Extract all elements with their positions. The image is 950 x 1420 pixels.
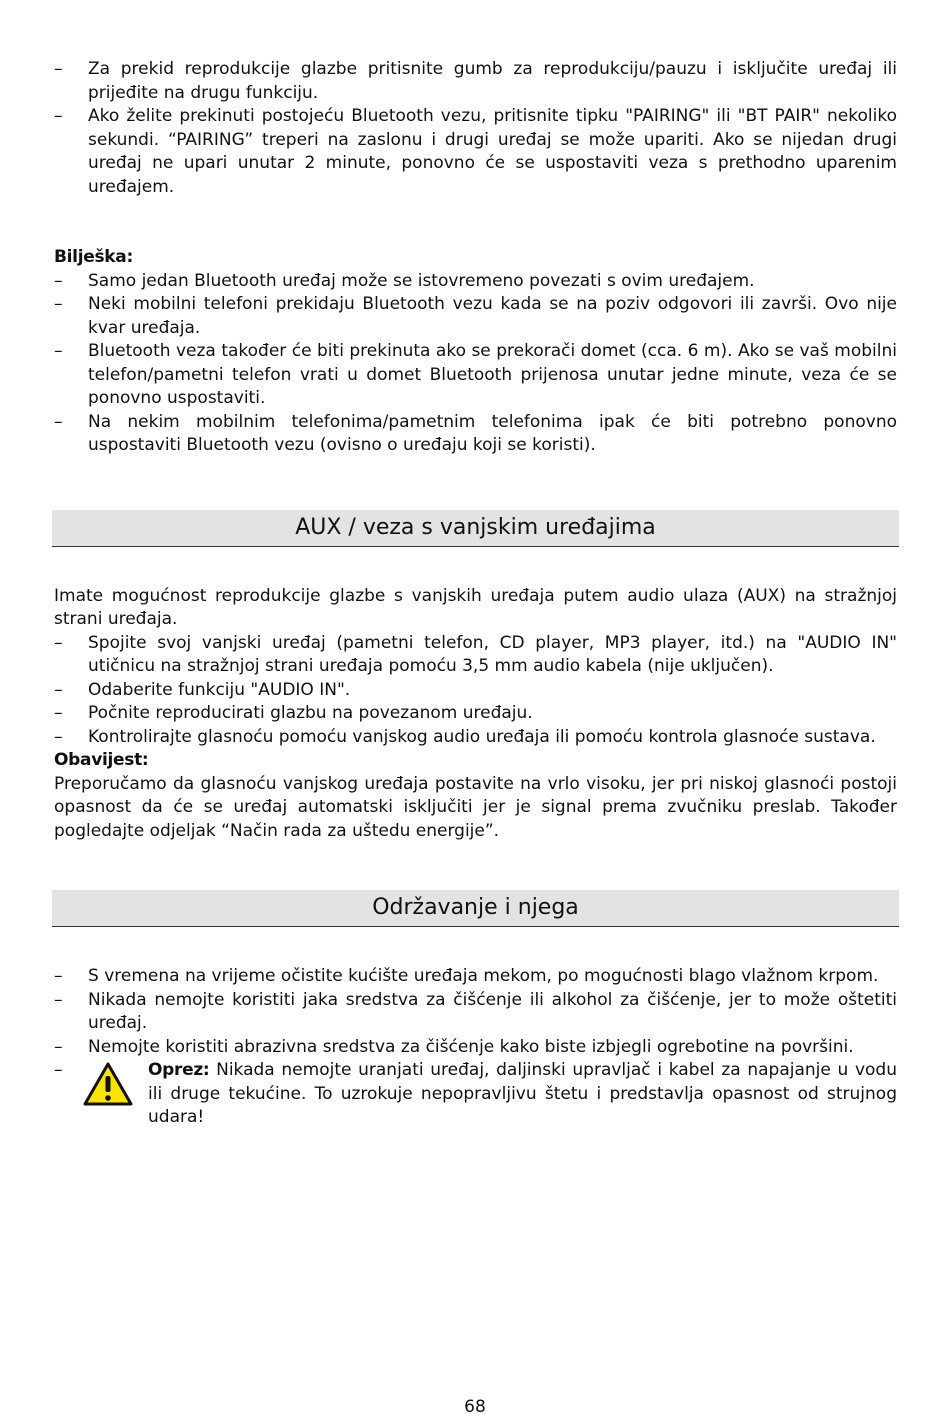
note-list	[54, 270, 897, 458]
list-item: – Nikada nemojte koristiti jaka sredstva za čišćenje ili alkohol za čišćenje, jer to može oštetiti uređaj.	[54, 989, 897, 1036]
list-item: – Počnite reproducirati glazbu na povezanom uređaju.	[54, 702, 897, 726]
list-item: – Bluetooth veza također će biti prekinuta ako se prekorači domet (cca. 6 m). Ako se vaš mobilni telefon/pametni telefon vrati u domet Bluetooth prijenosa unutar jedne minute, veza će se ponovno uspostaviti.	[54, 340, 897, 411]
warning-text: Nikada nemojte uranjati uređaj, daljinski upravljač i kabel za napajanje u vodu ili druge tekućine. To uzrokuje nepopravljivu štetu i predstavlja opasnost od strujnog udara!	[148, 1060, 897, 1127]
list-item: – Odaberite funkciju "AUDIO IN".	[54, 679, 897, 703]
aux-section-heading: AUX / veza s vanjskim uređajima	[52, 510, 899, 547]
aux-intro: Imate mogućnost reprodukcije glazbe s vanjskih uređaja putem audio ulaza (AUX) na stražnjoj strani uređaja.	[54, 585, 897, 629]
warning-label: Oprez:	[148, 1060, 210, 1080]
list-item: – Samo jedan Bluetooth uređaj može se istovremeno povezati s ovim uređajem.	[54, 270, 897, 294]
intro-list	[54, 58, 897, 199]
aux-list	[54, 632, 897, 750]
list-item: – Spojite svoj vanjski uređaj (pametni telefon, CD player, MP3 player, itd.) na "AUDIO IN" utičnicu na stražnjoj strani uređaja pomoću 3,5 mm audio kabela (nije uključen).	[54, 632, 897, 679]
document-page	[54, 58, 897, 1130]
warning-item	[54, 1059, 897, 1130]
list-item: – Za prekid reprodukcije glazbe pritisnite gumb za reprodukciju/pauzu i isključite uređaj ili prijeđite na drugu funkciju.	[54, 58, 897, 105]
care-list	[54, 965, 897, 1130]
notice-text: Preporučamo da glasnoću vanjskog uređaja postavite na vrlo visoku, jer pri niskoj glasnoći postoji opasnost da će se uređaj automatski isključiti jer je signal prema zvučniku preslab. Također pogledajte odjeljak “Način rada za uštedu energije”.	[54, 773, 897, 841]
warning-triangle-icon	[82, 1061, 134, 1107]
list-item: – Kontrolirajte glasnoću pomoću vanjskog audio uređaja ili pomoću kontrola glasnoće sustava.	[54, 726, 897, 750]
notice-title: Obavijest:	[54, 750, 149, 770]
care-section-heading: Održavanje i njega	[52, 890, 899, 927]
note-title: Bilješka:	[54, 247, 133, 267]
list-item: – Neki mobilni telefoni prekidaju Bluetooth vezu kada se na poziv odgovori ili završi. Ovo nije kvar uređaja.	[54, 293, 897, 340]
list-item: – S vremena na vrijeme očistite kućište uređaja mekom, po mogućnosti blago vlažnom krpom.	[54, 965, 897, 989]
list-item: – Nemojte koristiti abrazivna sredstva za čišćenje kako biste izbjegli ogrebotine na površini.	[54, 1036, 897, 1060]
list-item: – Ako želite prekinuti postojeću Bluetooth vezu, pritisnite tipku "PAIRING" ili "BT PAIR" nekoliko sekundi. “PAIRING” treperi na zaslonu i drugi uređaj se može upariti. Ako se nijedan drugi uređaj ne upari unutar 2 minute, ponovno će se uspostaviti veza s prethodno uparenim uređajem.	[54, 105, 897, 199]
list-item: – Na nekim mobilnim telefonima/pametnim telefonima ipak će biti potrebno ponovno uspostaviti Bluetooth vezu (ovisno o uređaju koji se koristi).	[54, 411, 897, 458]
page-number: 68	[464, 1397, 486, 1417]
